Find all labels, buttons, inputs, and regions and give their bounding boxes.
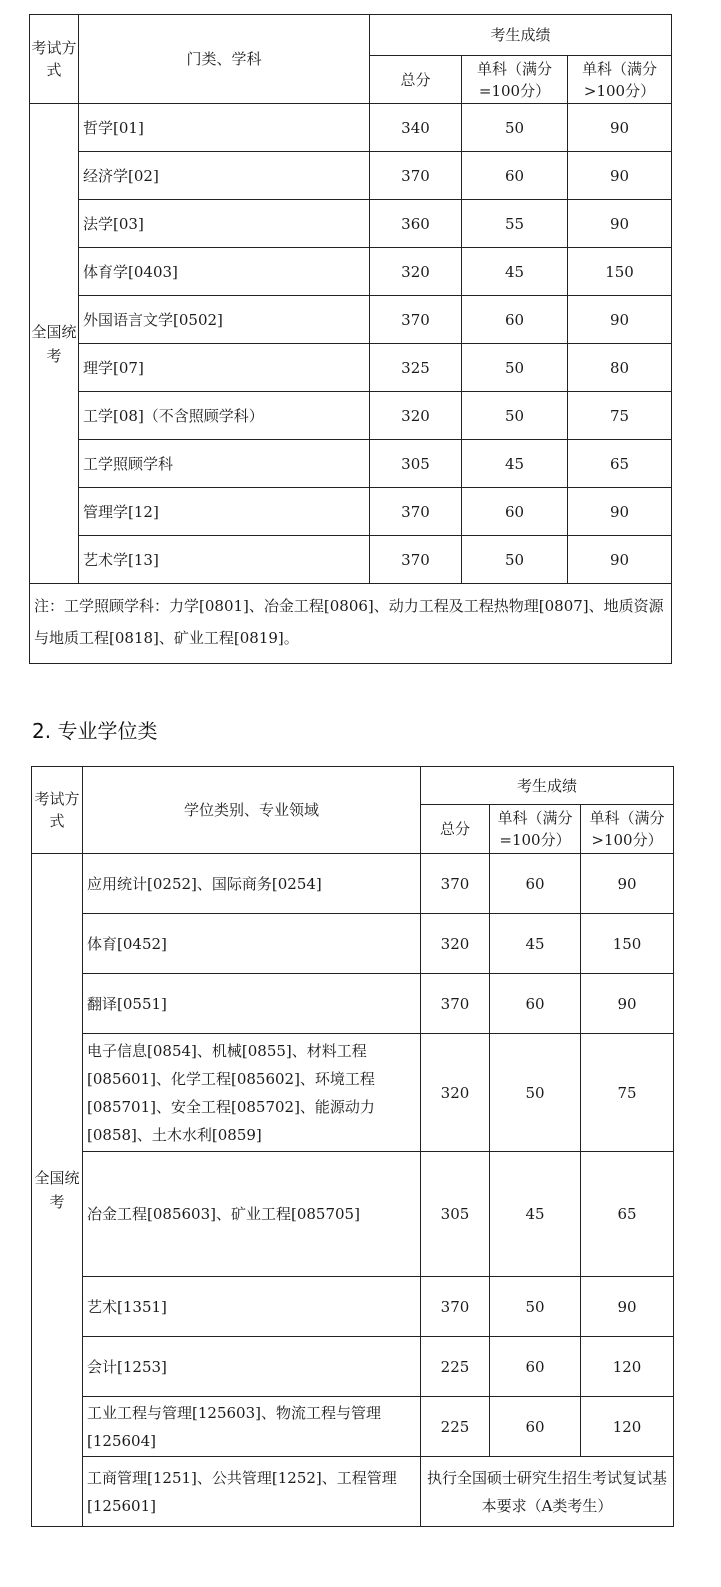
total-cell: 225 bbox=[421, 1397, 490, 1457]
subject-cell: 艺术[1351] bbox=[83, 1277, 421, 1337]
single-over-100-cell: 90 bbox=[581, 1277, 674, 1337]
single-over-100-cell: 75 bbox=[568, 392, 672, 440]
single-100-cell: 45 bbox=[490, 1152, 581, 1277]
header-exam-method: 考试方式 bbox=[30, 15, 79, 104]
single-over-100-cell: 150 bbox=[568, 248, 672, 296]
single-over-100-cell: 120 bbox=[581, 1337, 674, 1397]
total-cell: 340 bbox=[370, 104, 462, 152]
total-cell: 370 bbox=[421, 854, 490, 914]
single-100-cell: 60 bbox=[490, 974, 581, 1034]
header-scores: 考生成绩 bbox=[370, 15, 672, 56]
single-over-100-cell: 75 bbox=[581, 1034, 674, 1152]
subject-cell: 外国语言文学[0502] bbox=[79, 296, 370, 344]
subject-cell: 管理学[12] bbox=[79, 488, 370, 536]
subject-cell: 应用统计[0252]、国际商务[0254] bbox=[83, 854, 421, 914]
single-100-cell: 45 bbox=[462, 248, 568, 296]
total-cell: 370 bbox=[421, 974, 490, 1034]
single-over-100-cell: 80 bbox=[568, 344, 672, 392]
single-100-cell: 50 bbox=[462, 392, 568, 440]
total-cell: 370 bbox=[370, 296, 462, 344]
subject-cell: 工业工程与管理[125603]、物流工程与管理[125604] bbox=[83, 1397, 421, 1457]
single-100-cell: 50 bbox=[462, 344, 568, 392]
total-cell: 360 bbox=[370, 200, 462, 248]
academic-degree-score-table bbox=[29, 14, 672, 664]
subject-cell: 冶金工程[085603]、矿业工程[085705] bbox=[83, 1152, 421, 1277]
header-single-over-100: 单科（满分>100分） bbox=[568, 56, 672, 104]
single-100-cell: 60 bbox=[490, 1337, 581, 1397]
exam-method-value: 全国统考 bbox=[32, 854, 83, 1527]
single-over-100-cell: 90 bbox=[581, 974, 674, 1034]
header-single-100: 单科（满分=100分） bbox=[462, 56, 568, 104]
subject-cell: 体育[0452] bbox=[83, 914, 421, 974]
exam-method-value: 全国统考 bbox=[30, 104, 79, 584]
total-cell: 320 bbox=[421, 1034, 490, 1152]
requirement-cell: 执行全国硕士研究生招生考试复试基本要求（A类考生） bbox=[421, 1457, 674, 1527]
header-exam-method: 考试方式 bbox=[32, 767, 83, 854]
single-over-100-cell: 90 bbox=[568, 152, 672, 200]
single-100-cell: 60 bbox=[462, 488, 568, 536]
single-100-cell: 50 bbox=[490, 1034, 581, 1152]
subject-cell: 会计[1253] bbox=[83, 1337, 421, 1397]
single-100-cell: 60 bbox=[462, 152, 568, 200]
header-subject: 门类、学科 bbox=[79, 15, 370, 104]
single-100-cell: 55 bbox=[462, 200, 568, 248]
total-cell: 370 bbox=[421, 1277, 490, 1337]
header-total: 总分 bbox=[421, 805, 490, 854]
section-title: 2. 专业学位类 bbox=[32, 719, 158, 743]
single-100-cell: 45 bbox=[462, 440, 568, 488]
professional-degree-score-table bbox=[31, 766, 674, 1527]
single-over-100-cell: 150 bbox=[581, 914, 674, 974]
total-cell: 320 bbox=[421, 914, 490, 974]
total-cell: 370 bbox=[370, 152, 462, 200]
single-over-100-cell: 65 bbox=[581, 1152, 674, 1277]
subject-cell: 法学[03] bbox=[79, 200, 370, 248]
total-cell: 320 bbox=[370, 248, 462, 296]
single-100-cell: 45 bbox=[490, 914, 581, 974]
subject-cell: 经济学[02] bbox=[79, 152, 370, 200]
single-over-100-cell: 90 bbox=[568, 488, 672, 536]
header-single-100: 单科（满分=100分） bbox=[490, 805, 581, 854]
table-note: 注：工学照顾学科：力学[0801]、冶金工程[0806]、动力工程及工程热物理[0807]、地质资源与地质工程[0818]、矿业工程[0819]。 bbox=[30, 584, 672, 664]
total-cell: 305 bbox=[370, 440, 462, 488]
subject-cell: 电子信息[0854]、机械[0855]、材料工程[085601]、化学工程[085602]、环境工程[085701]、安全工程[085702]、能源动力[0858]、土木水利[0859] bbox=[83, 1034, 421, 1152]
single-100-cell: 60 bbox=[490, 854, 581, 914]
subject-cell: 翻译[0551] bbox=[83, 974, 421, 1034]
total-cell: 370 bbox=[370, 536, 462, 584]
subject-cell: 艺术学[13] bbox=[79, 536, 370, 584]
single-100-cell: 60 bbox=[490, 1397, 581, 1457]
total-cell: 370 bbox=[370, 488, 462, 536]
subject-cell: 体育学[0403] bbox=[79, 248, 370, 296]
total-cell: 320 bbox=[370, 392, 462, 440]
single-100-cell: 50 bbox=[490, 1277, 581, 1337]
subject-cell: 工学[08]（不含照顾学科） bbox=[79, 392, 370, 440]
single-over-100-cell: 90 bbox=[568, 296, 672, 344]
single-over-100-cell: 90 bbox=[568, 536, 672, 584]
single-100-cell: 50 bbox=[462, 536, 568, 584]
single-over-100-cell: 90 bbox=[568, 200, 672, 248]
header-scores: 考生成绩 bbox=[421, 767, 674, 805]
single-over-100-cell: 120 bbox=[581, 1397, 674, 1457]
subject-cell: 理学[07] bbox=[79, 344, 370, 392]
subject-cell: 工学照顾学科 bbox=[79, 440, 370, 488]
subject-cell: 哲学[01] bbox=[79, 104, 370, 152]
single-over-100-cell: 65 bbox=[568, 440, 672, 488]
total-cell: 305 bbox=[421, 1152, 490, 1277]
header-single-over-100: 单科（满分>100分） bbox=[581, 805, 674, 854]
single-100-cell: 60 bbox=[462, 296, 568, 344]
total-cell: 325 bbox=[370, 344, 462, 392]
single-over-100-cell: 90 bbox=[568, 104, 672, 152]
subject-cell: 工商管理[1251]、公共管理[1252]、工程管理[125601] bbox=[83, 1457, 421, 1527]
total-cell: 225 bbox=[421, 1337, 490, 1397]
single-over-100-cell: 90 bbox=[581, 854, 674, 914]
header-subject: 学位类别、专业领域 bbox=[83, 767, 421, 854]
single-100-cell: 50 bbox=[462, 104, 568, 152]
header-total: 总分 bbox=[370, 56, 462, 104]
